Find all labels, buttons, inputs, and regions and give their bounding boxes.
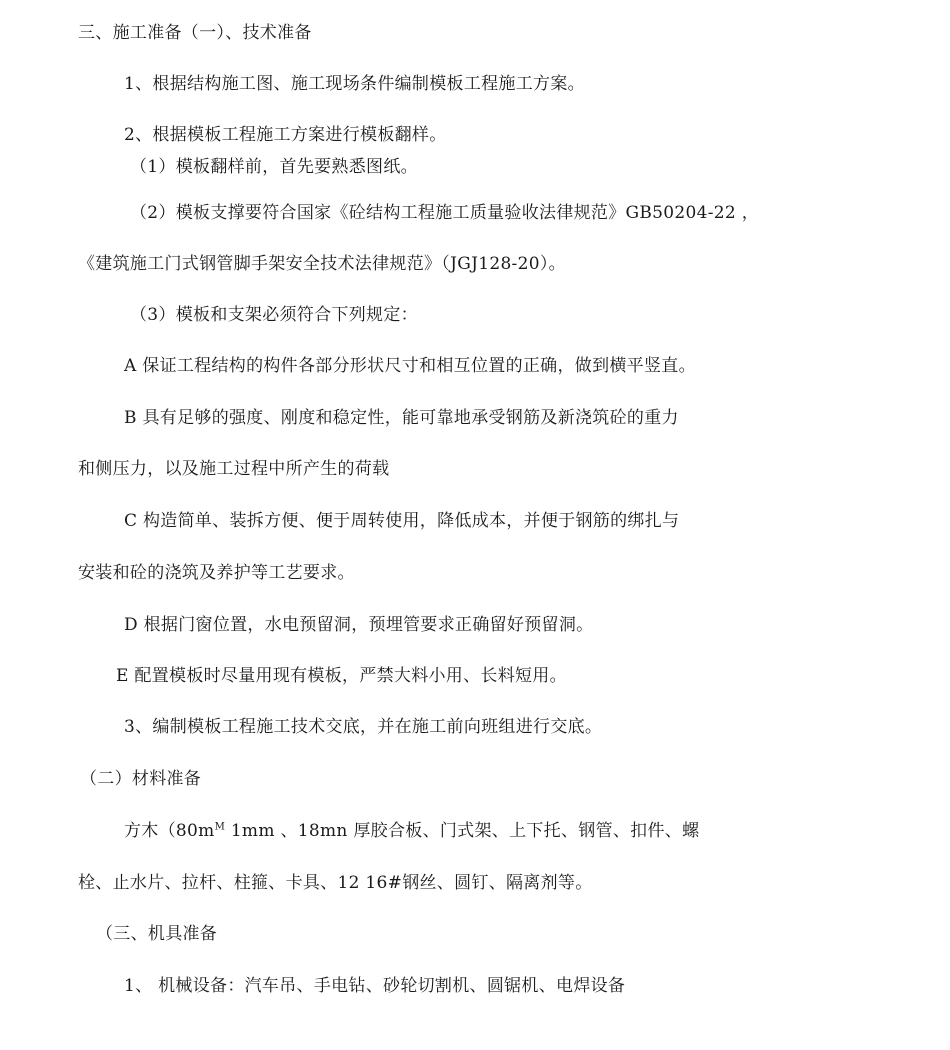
paragraph-sub-2-line-1: （2）模板支撑要符合国家《砼结构工程施工质量验收法律规范》GB50204-22 ， bbox=[130, 203, 760, 223]
rule-b-line-1: B 具有足够的强度、刚度和稳定性，能可靠地承受钢筋及新浇筑砼的重力 bbox=[124, 408, 679, 428]
paragraph-item-2: 2、根据模板工程施工方案进行模板翻样。 bbox=[124, 125, 447, 145]
rule-a: A 保证工程结构的构件各部分形状尺寸和相互位置的正确，做到横平竖直。 bbox=[124, 356, 696, 376]
section-heading-tools: （三、机具准备 bbox=[96, 924, 218, 944]
paragraph-item-1: 1、根据结构施工图、施工现场条件编制模板工程施工方案。 bbox=[124, 74, 585, 94]
materials-line-2: 栓、止水片、拉杆、柱箍、卡具、12 16#钢丝、圆钉、隔离剂等。 bbox=[78, 873, 593, 893]
rule-b-line-2: 和侧压力，以及施工过程中所产生的荷载 bbox=[78, 459, 390, 479]
rule-d: D 根据门窗位置，水电预留洞，预埋管要求正确留好预留洞。 bbox=[124, 615, 594, 635]
rule-e: E 配置模板时尽量用现有模板，严禁大料小用、长料短用。 bbox=[116, 666, 567, 686]
section-heading-preparation: 三、施工准备（一）、技术准备 bbox=[78, 23, 312, 43]
tools-item-1: 1、 机械设备：汽车吊、手电钻、砂轮切割机、圆锯机、电焊设备 bbox=[124, 976, 626, 996]
materials-line-1-pre: 方木（80m bbox=[124, 821, 215, 841]
materials-line-1-superscript: M bbox=[214, 821, 226, 833]
paragraph-sub-2-line-2: 《建筑施工门式钢管脚手架安全技术法律规范》（JGJ128-20）。 bbox=[78, 254, 566, 274]
rule-c-line-1: C 构造简单、装拆方便、便于周转使用，降低成本，并便于钢筋的绑扎与 bbox=[124, 511, 680, 531]
paragraph-sub-1: （1）模板翻样前，首先要熟悉图纸。 bbox=[130, 157, 418, 177]
materials-line-1-post: 1mm 、18mn 厚胶合板、门式架、上下托、钢管、扣件、螺 bbox=[225, 821, 700, 841]
materials-line-1 bbox=[124, 820, 699, 842]
paragraph-sub-3: （3）模板和支架必须符合下列规定： bbox=[130, 305, 418, 325]
rule-c-line-2: 安装和砼的浇筑及养护等工艺要求。 bbox=[78, 563, 355, 583]
paragraph-item-3: 3、编制模板工程施工技术交底，并在施工前向班组进行交底。 bbox=[124, 717, 603, 737]
section-heading-materials: （二）材料准备 bbox=[80, 769, 202, 789]
